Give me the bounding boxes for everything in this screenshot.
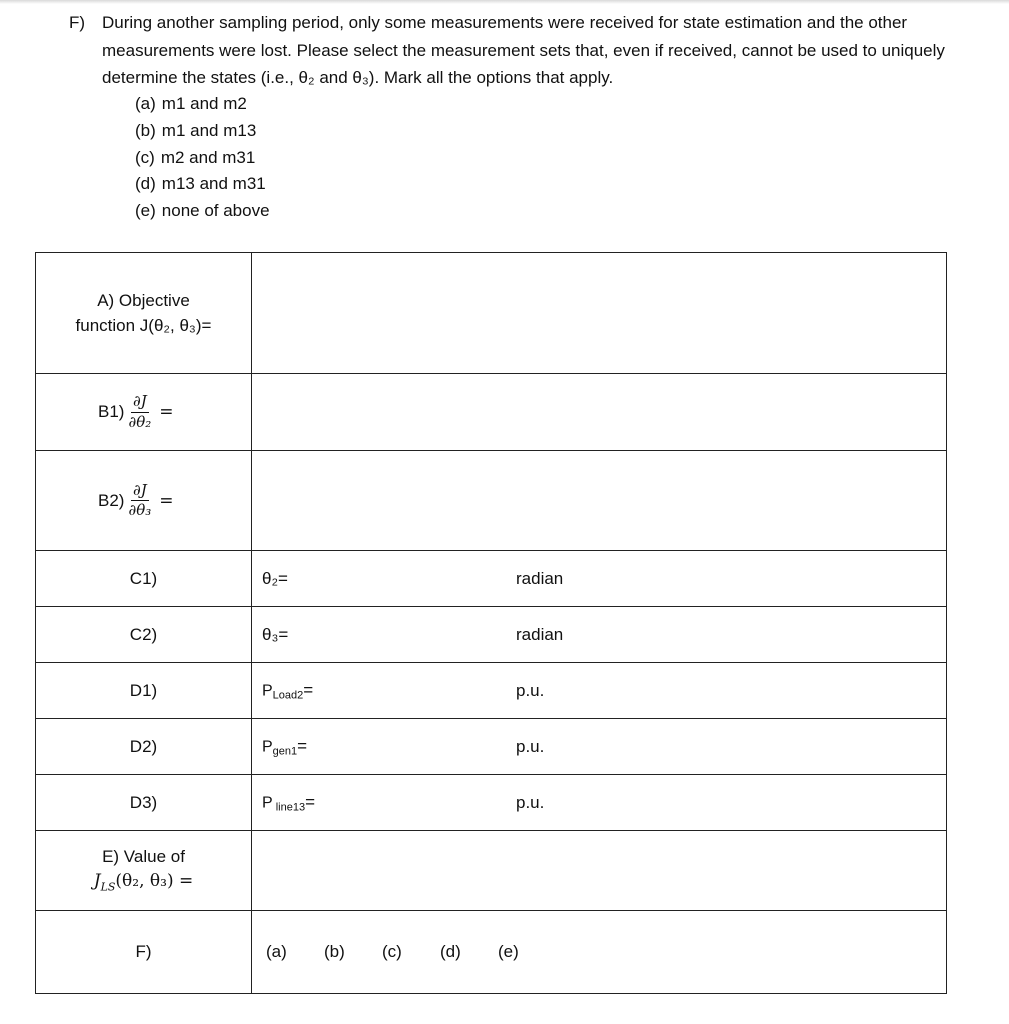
option-c: (c) m2 and m31 xyxy=(135,147,256,167)
row-c2 xyxy=(36,607,947,663)
row-objective xyxy=(36,253,947,374)
label-d3: D3) xyxy=(36,775,252,831)
option-e: (e) none of above xyxy=(135,201,270,221)
unit-pu: p.u. xyxy=(516,680,545,700)
label-c2: C2) xyxy=(36,607,252,663)
answer-objective[interactable] xyxy=(252,253,947,374)
label-objective: A) Objective function J(θ₂, θ₃)= xyxy=(36,253,252,374)
row-d1 xyxy=(36,663,947,719)
choice-d[interactable]: (d) xyxy=(440,942,461,961)
answer-c2[interactable] xyxy=(252,607,947,663)
choice-e[interactable]: (e) xyxy=(498,942,519,961)
theta2-symbol: θ₂= xyxy=(262,568,288,588)
row-c1 xyxy=(36,551,947,607)
option-b: (b) m1 and m13 xyxy=(135,120,257,140)
unit-pu: p.u. xyxy=(516,792,545,812)
row-b1 xyxy=(36,374,947,451)
question-number: F) xyxy=(69,13,86,32)
partial-derivative-b2: $\frac{\partial J}{\text{∂θ₃}}$ xyxy=(128,480,152,519)
row-b2 xyxy=(36,451,947,551)
question-options xyxy=(135,91,270,225)
label-d2: D2) xyxy=(36,719,252,775)
question-text: During another sampling period, only some measurements were received for state estimation and the other measurements were lost. Please select the measurement sets that, even if received, cannot be used to uniquely determine the states (i.e., θ₂ and θ₃). Mark all the options that apply. xyxy=(102,13,945,87)
answer-table xyxy=(35,252,947,994)
row-e xyxy=(36,831,947,911)
theta3-symbol: θ₃= xyxy=(262,624,289,644)
row-f xyxy=(36,911,947,994)
row-d2 xyxy=(36,719,947,775)
label-c1: C1) xyxy=(36,551,252,607)
top-divider xyxy=(0,0,1009,4)
answer-b1[interactable] xyxy=(252,374,947,451)
choice-b[interactable]: (b) xyxy=(324,942,345,961)
answer-e[interactable] xyxy=(252,831,947,911)
pline13-symbol: P $_{line13}$= xyxy=(262,792,316,813)
label-e: E) Value of $J_{LS}(\theta_2$, θ₃) = xyxy=(36,831,252,911)
choice-c[interactable]: (c) xyxy=(382,942,402,961)
f-choices xyxy=(266,942,556,962)
row-d3 xyxy=(36,775,947,831)
choice-a[interactable]: (a) xyxy=(266,942,287,961)
label-b1: B1) $\frac{\partial J}{\text{∂θ₂}}$ = xyxy=(36,374,252,451)
answer-c1[interactable] xyxy=(252,551,947,607)
unit-radian: radian xyxy=(516,568,564,588)
pgen1-symbol: $P_{gen1}=$ xyxy=(262,736,308,757)
answer-d2[interactable] xyxy=(252,719,947,775)
answer-b2[interactable] xyxy=(252,451,947,551)
jls-symbol: $J_{LS}$ xyxy=(93,871,116,894)
unit-pu: p.u. xyxy=(516,736,545,756)
unit-radian: radian xyxy=(516,624,564,644)
answer-d1[interactable] xyxy=(252,663,947,719)
answer-f xyxy=(252,911,947,994)
label-d1: D1) xyxy=(36,663,252,719)
label-b2: B2) $\frac{\partial J}{\text{∂θ₃}}$ = xyxy=(36,451,252,551)
pload2-symbol: $P_{Load2}=$ xyxy=(262,680,314,701)
option-d: (d) m13 and m31 xyxy=(135,174,266,194)
label-f: F) xyxy=(36,911,252,994)
option-a: (a) m1 and m2 xyxy=(135,94,247,113)
partial-derivative-b1: $\frac{\partial J}{\text{∂θ₂}}$ xyxy=(128,392,152,431)
answer-d3[interactable] xyxy=(252,775,947,831)
